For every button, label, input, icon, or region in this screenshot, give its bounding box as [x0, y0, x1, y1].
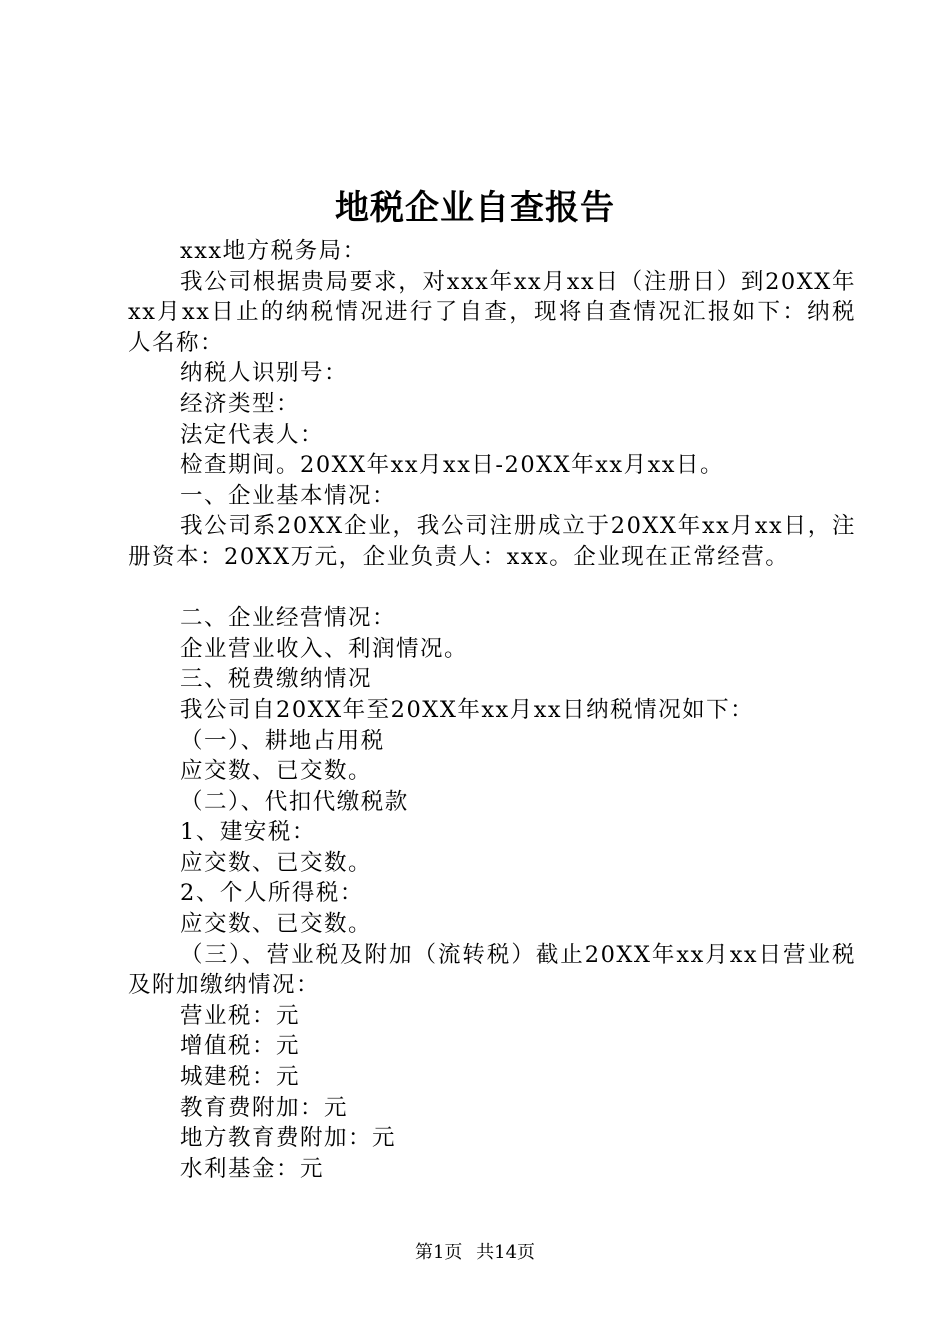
taxpayer-id-line: 纳税人识别号：: [180, 360, 349, 387]
water-fund-line: 水利基金：元: [180, 1155, 325, 1182]
subsection-withholding: （二）、代扣代缴税款: [180, 788, 409, 815]
economic-type-line: 经济类型：: [180, 390, 301, 417]
subsection-business-tax: （三）、营业税及附加（流转税）截止20XX年xx月xx日营业税及附加缴纳情况：: [128, 941, 856, 999]
income-tax-amounts: 应交数、已交数。: [180, 911, 373, 938]
income-tax-line: 2、个人所得税：: [180, 880, 364, 907]
construction-tax-line: 1、建安税：: [180, 819, 316, 846]
construction-tax-amounts: 应交数、已交数。: [180, 849, 373, 876]
blank-line: [128, 573, 856, 604]
legal-rep-line: 法定代表人：: [180, 421, 325, 448]
education-surcharge-line: 教育费附加：元: [180, 1094, 349, 1121]
page-number: 第1页: [414, 1242, 463, 1263]
inspection-period-line: 检查期间。20XX年xx月xx日-20XX年xx月xx日。: [180, 452, 724, 479]
subsection-farmland-tax: （一）、耕地占用税: [180, 727, 385, 754]
document-body: [128, 236, 856, 1184]
farmland-tax-amounts: 应交数、已交数。: [180, 758, 373, 785]
section-heading-operations: 二、企业经营情况：: [180, 605, 397, 632]
document-title: 地税企业自查报告: [335, 188, 615, 228]
business-tax-line: 营业税：元: [180, 1002, 301, 1029]
salutation: xxx地方税务局：: [180, 238, 367, 264]
basic-info-paragraph: 我公司系20XX企业，我公司注册成立于20XX年xx月xx日，注册资本：20XX万元，企业负责人：xxx。企业现在正常经营。: [128, 513, 856, 570]
page-footer: [0, 1240, 950, 1266]
city-construction-tax-line: 城建税：元: [180, 1064, 301, 1091]
tax-summary-line: 我公司自20XX年至20XX年xx月xx日纳税情况如下：: [180, 696, 755, 723]
section-heading-taxes: 三、税费缴纳情况: [180, 666, 373, 693]
section-heading-basic: 一、企业基本情况：: [180, 482, 397, 509]
page-total: 共14页: [476, 1242, 536, 1263]
vat-line: 增值税：元: [180, 1033, 301, 1060]
local-education-surcharge-line: 地方教育费附加：元: [180, 1125, 397, 1152]
intro-paragraph: 我公司根据贵局要求，对xxx年xx月xx日（注册日）到20XX年xx月xx日止的纳税情况进行了自查，现将自查情况汇报如下：纳税人名称：: [128, 268, 856, 356]
operations-line: 企业营业收入、利润情况。: [180, 635, 469, 662]
